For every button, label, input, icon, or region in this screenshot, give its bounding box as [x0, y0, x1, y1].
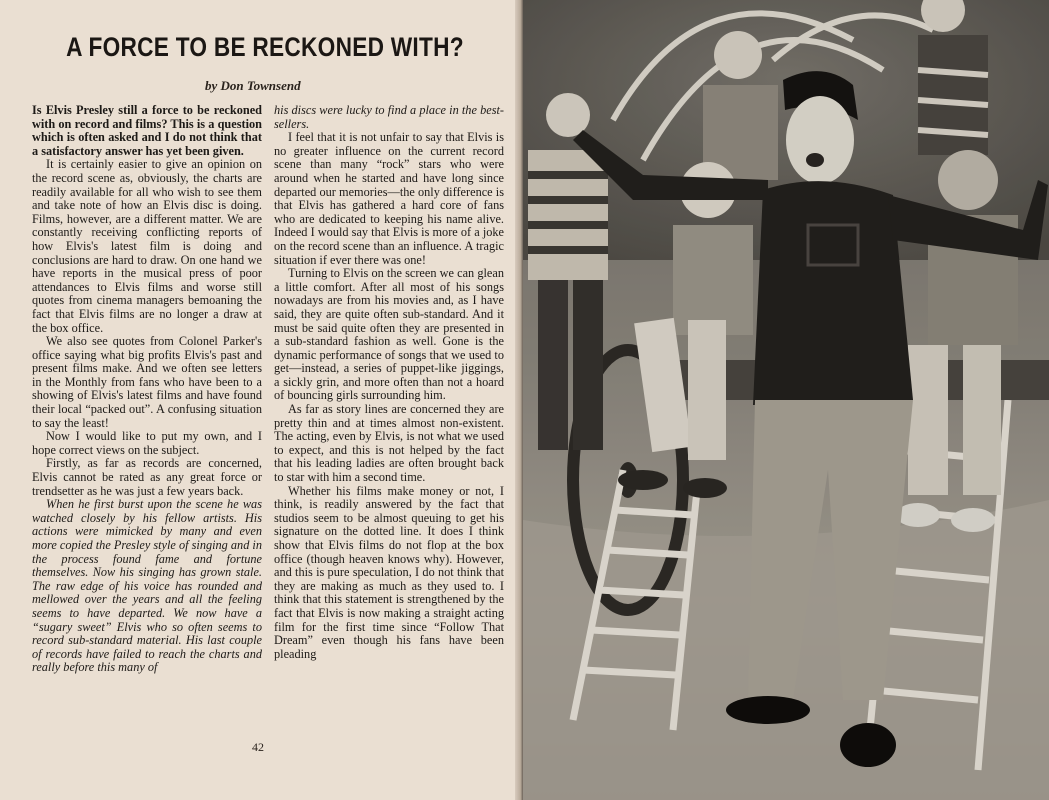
body-paragraph: As far as story lines are concerned they are pretty thin and at times almost non-existent. The acting, even by Elvis, is not what we used to expect, and this is not helped by the fact that his leading ladies are often brought back to star with him a second time.: [274, 402, 504, 485]
body-paragraph: Now I would like to put my own, and I hope correct views on the subject.: [32, 429, 262, 457]
body-paragraph: We also see quotes from Colonel Parker's office saying what big profits Elvis's past and present films make. And we often see letters in the Monthly from fans who have been to a showing of Elvis's latest films and have found their local “packed out”. A confusing situation to say the least!: [32, 334, 262, 430]
body-paragraph: Turning to Elvis on the screen we can glean a little comfort. After all most of his songs nowadays are from his movies and, as I have said, they are quite often sub-standard. And it must be said quite often they are presented in a sub-standard fashion as well. Gone is the dynamic performance of songs that we used to get—instead, a series of puppet-like jiggings, a sickly grin, and more often than not a hoard of bouncing girls surrounding him.: [274, 266, 504, 403]
photo-illustration: [523, 0, 1049, 800]
italic-paragraph-continued: his discs were lucky to find a place in the best-sellers.: [274, 103, 504, 131]
column-1: [32, 104, 262, 675]
body-paragraph: It is certainly easier to give an opinion on the record scene as, obviously, the charts are readily available for all who wish to see them and take note of how an Elvis disc is doing. Films, however, are a different matter. We are constantly receiving conflicting reports of how Elvis's latest film is doing and conclusions are hard to draw. On one hand we have reports in the musical press of poor attendances to Elvis films and worse still quotes from cinema managers bemoaning the fact that Elvis films are no longer a draw at the box office.: [32, 157, 262, 335]
italic-paragraph: When he first burst upon the scene he was watched closely by his fellow artists. His actions were mimicked by many and even more copied the Presley style of singing and in the process found fame and fortune themselves. Now his singing has grown stale. The raw edge of his voice has rounded and mellowed over the years and all the feeling seems to have departed. We now have a “sugary sweet” Elvis who so often seems to record sub-standard material. His last couple of records have failed to reach the charts and really before this many of: [32, 497, 262, 675]
body-paragraph: I feel that it is not unfair to say that Elvis is no greater influence on the current record scene than many “rock” stars who were around when he started and have long since departed our memories—the only difference is that Elvis has gathered a hard core of fans who are dedicated to keeping his name alive. Indeed I would say that Elvis is more of a joke on the record scene than an influence. A tragic situation if ever there was one!: [274, 130, 504, 267]
page-number: 42: [252, 740, 264, 754]
photo-tone-overlay: [523, 0, 1049, 800]
left-page: [0, 0, 519, 800]
lead-paragraph: Is Elvis Presley still a force to be reckoned with on record and films? This is a question which is often asked and I do not think that a satisfactory answer has yet been given.: [32, 103, 262, 158]
photo-elvis-playground: [523, 0, 1049, 800]
column-2: [274, 104, 504, 661]
body-paragraph: Whether his films make money or not, I think, is readily answered by the fact that studios seem to be almost queuing to get his signature on the dotted line. It does I think show that Elvis films do not flop at the box office (though heaven knows why). However, and this is pure speculation, I do not think that they are making as much as they used to. I think that this statement is strengthened by the fact that Elvis is now making a straight acting film for the first time since “Follow That Dream” even though his fans have been pleading: [274, 483, 504, 661]
article-byline: by Don Townsend: [205, 78, 301, 93]
article-title: A FORCE TO BE RECKONED WITH?: [66, 32, 464, 62]
body-paragraph: Firstly, as far as records are concerned, Elvis cannot be rated as any great force or trendsetter as he was just a few years back.: [32, 456, 262, 498]
